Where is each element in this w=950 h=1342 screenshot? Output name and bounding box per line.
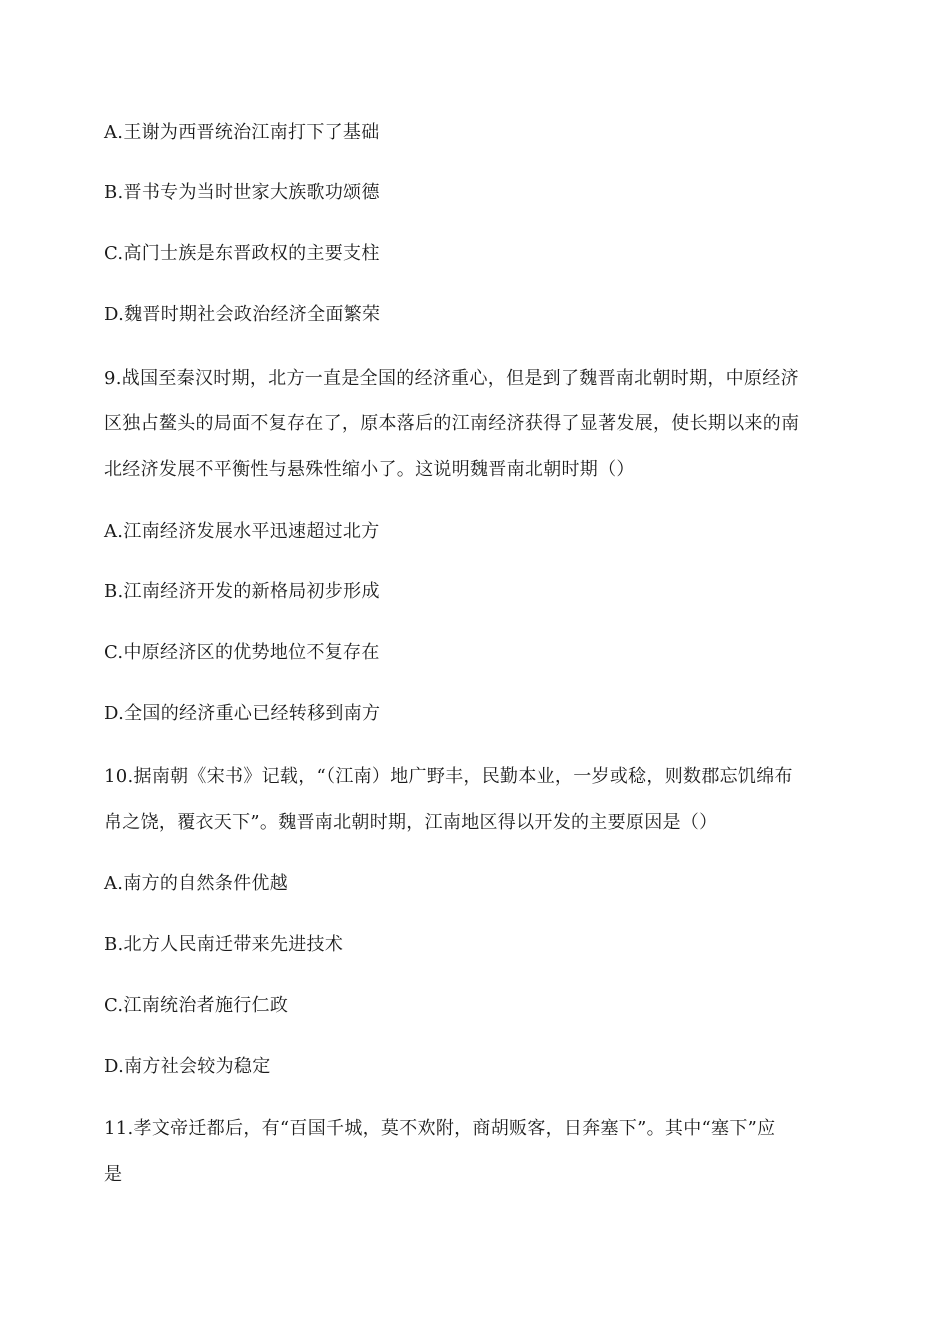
q8-option-a: A.王谢为西晋统治江南打下了基础 [104, 122, 380, 143]
q11-stem-line-1: 11.孝文帝迁都后，有“百国千城，莫不欢附，商胡贩客，日奔塞下”。其中“塞下”应 [104, 1118, 776, 1139]
q9-option-a: A.江南经济发展水平迅速超过北方 [104, 521, 380, 542]
q10-option-b: B.北方人民南迁带来先进技术 [104, 934, 344, 955]
q10-option-c: C.江南统治者施行仁政 [104, 995, 289, 1016]
q9-option-d: D.全国的经济重心已经转移到南方 [104, 703, 381, 724]
q9-stem-line-2: 区独占鳌头的局面不复存在了，原本落后的江南经济获得了显著发展，使长期以来的南 [104, 413, 800, 434]
q9-option-b: B.江南经济开发的新格局初步形成 [104, 581, 380, 602]
q8-option-c: C.高门士族是东晋政权的主要支柱 [104, 243, 380, 264]
q10-stem-line-1: 10.据南朝《宋书》记载，“（江南）地广野丰，民勤本业，一岁或稔，则数郡忘饥绵布 [104, 766, 793, 787]
q10-stem-line-2: 帛之饶，覆衣天下”。魏晋南北朝时期，江南地区得以开发的主要原因是（） [104, 812, 718, 833]
q9-stem-line-3: 北经济发展不平衡性与悬殊性缩小了。这说明魏晋南北朝时期（） [104, 459, 635, 480]
q8-option-b: B.晋书专为当时世家大族歌功颂德 [104, 182, 380, 203]
q8-option-d: D.魏晋时期社会政治经济全面繁荣 [104, 304, 381, 325]
q9-option-c: C.中原经济区的优势地位不复存在 [104, 642, 380, 663]
q10-option-a: A.南方的自然条件优越 [104, 873, 289, 894]
q10-option-d: D.南方社会较为稳定 [104, 1056, 271, 1077]
q11-stem-line-2: 是 [104, 1164, 123, 1185]
q9-stem-line-1: 9.战国至秦汉时期，北方一直是全国的经济重心，但是到了魏晋南北朝时期，中原经济 [104, 368, 799, 389]
